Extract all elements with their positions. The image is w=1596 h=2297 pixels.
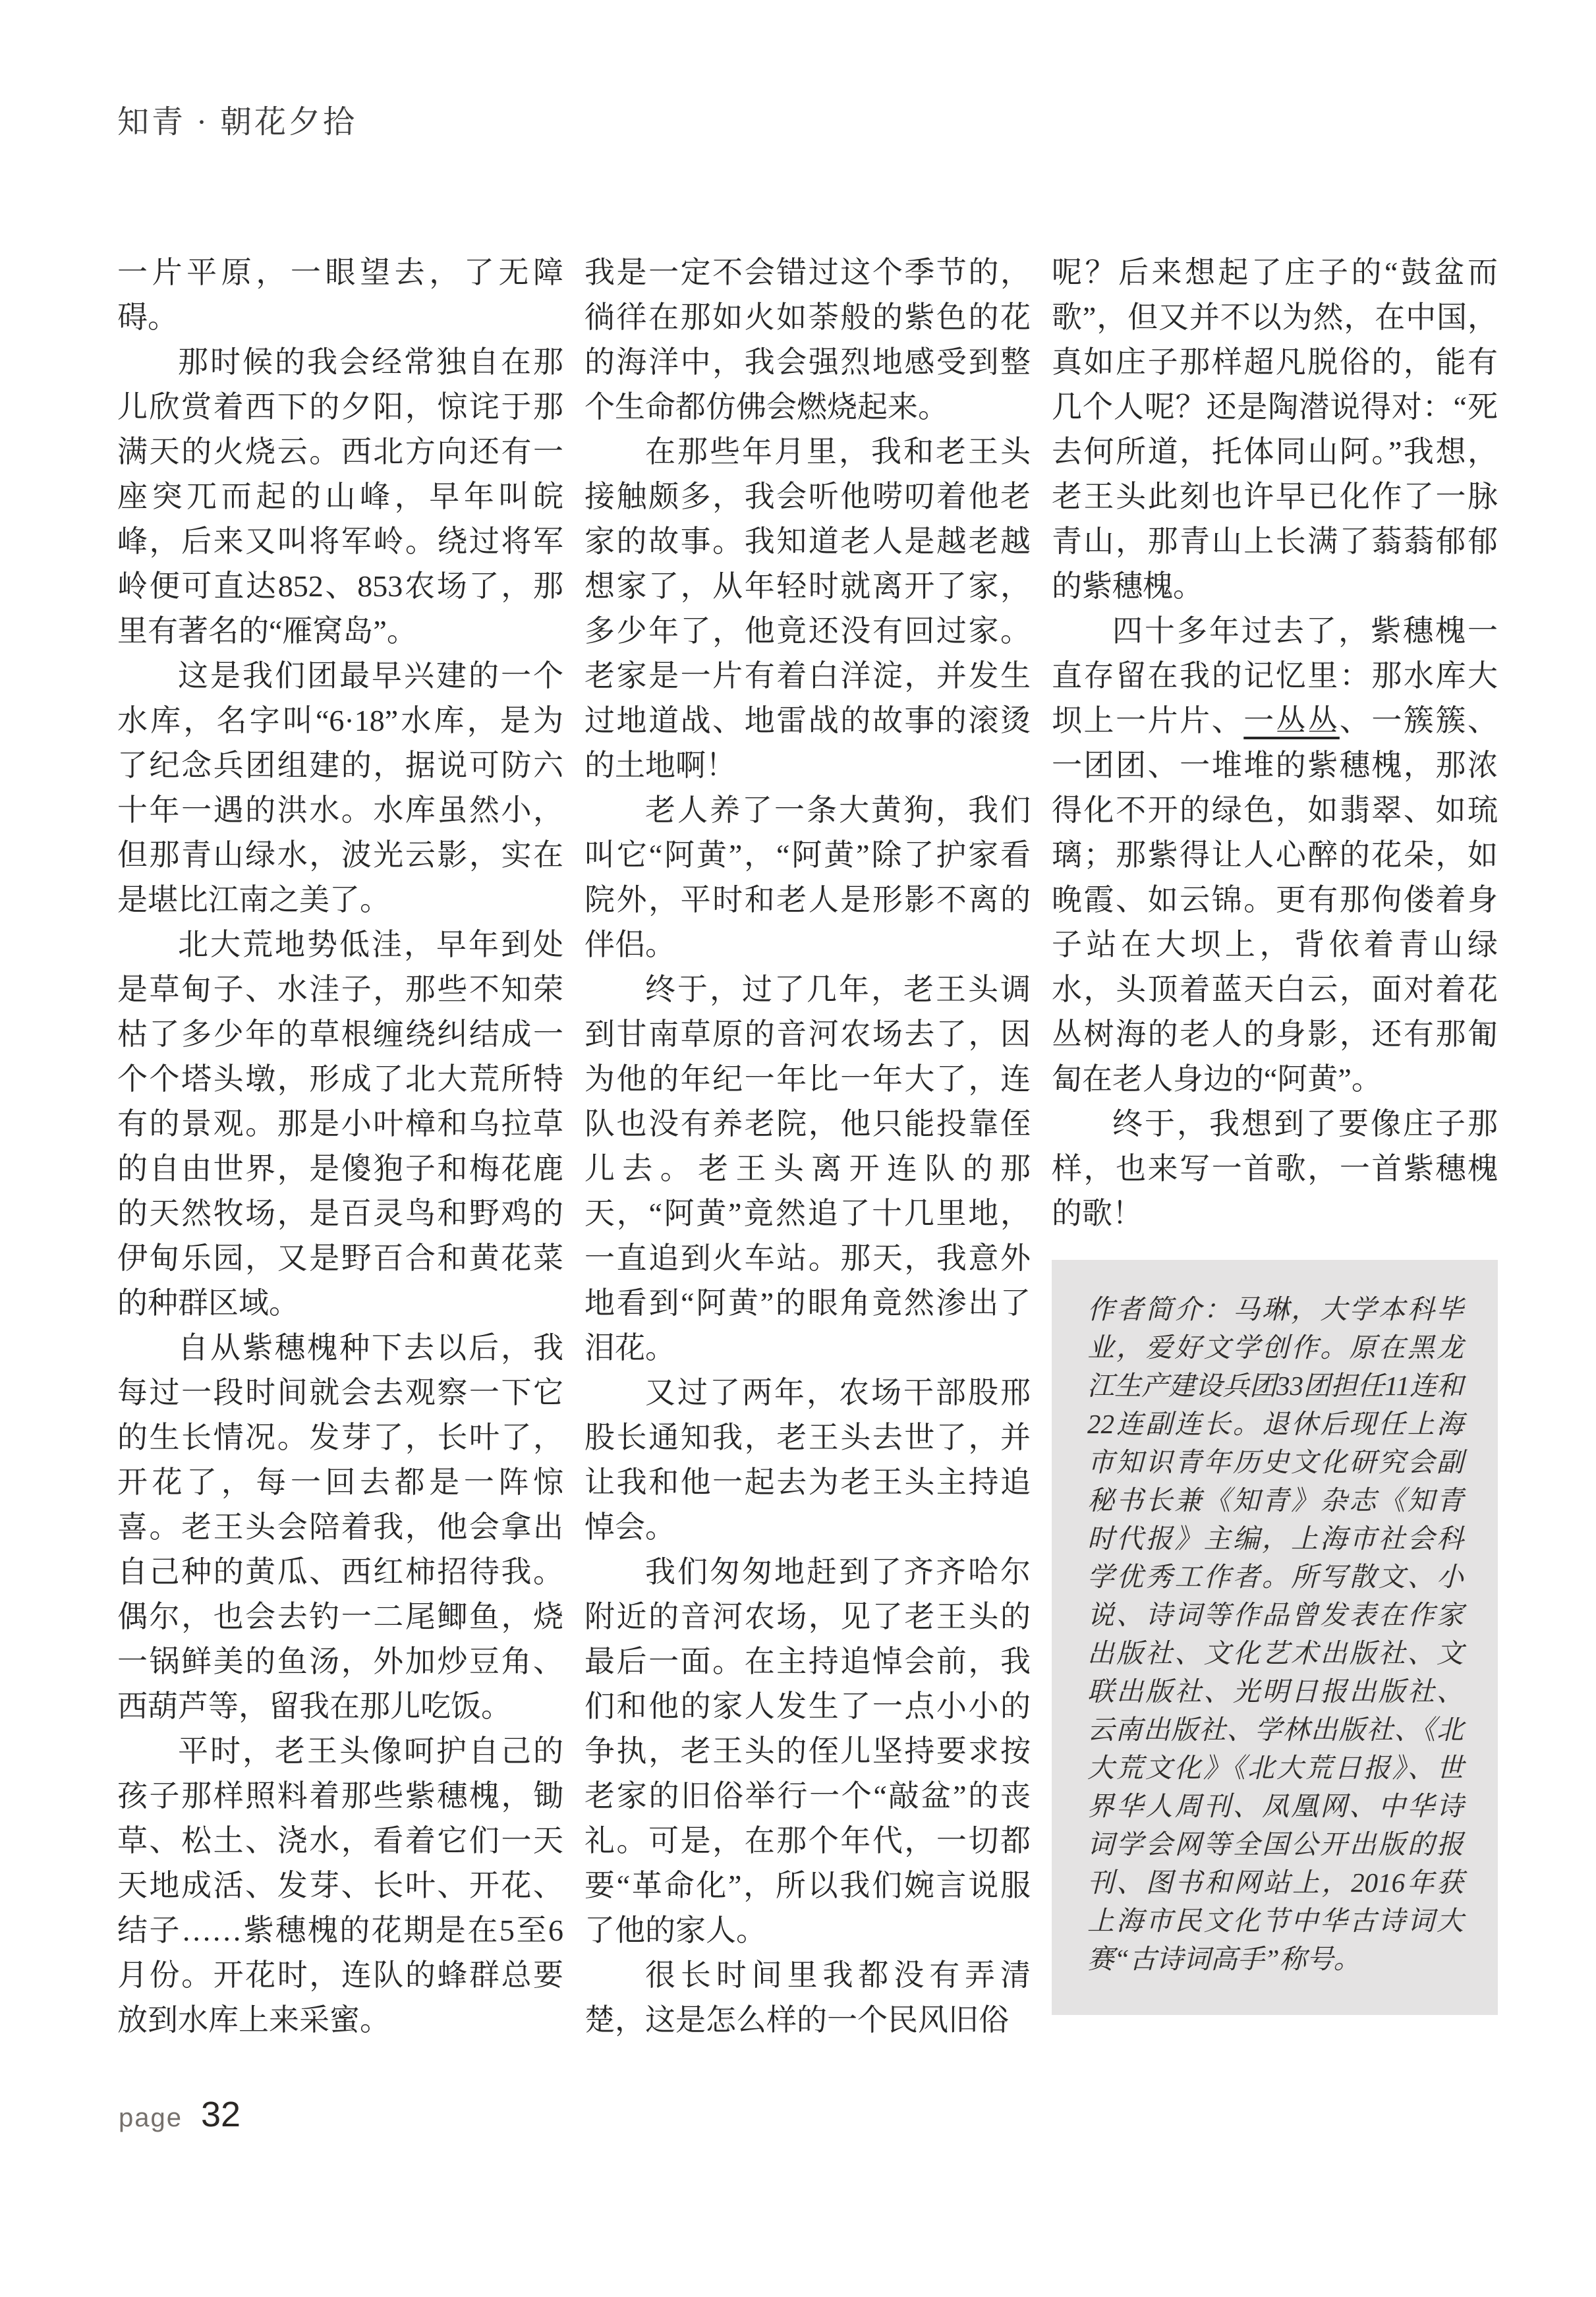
paragraph: 又过了两年，农场干部股邢股长通知我，老王头去世了，并让我和他一起去为老王头主持追悼会。 <box>584 1376 1031 1544</box>
text-column-3-paragraphs <box>1052 250 1498 1236</box>
paragraph: 很长时间里我都没有弄清楚，这是怎么样的一个民风旧俗 <box>584 1958 1031 2037</box>
paragraph: 终于，过了几年，老王头调到甘南草原的音河农场去了，因为他的年纪一年比一年大了，连队也没有养老院，他只能投靠侄儿去。老王头离开连队的那天，“阿黄”竟然追了十几里地，一直追到火车站。那天，我意外地看到“阿黄”的眼角竟然渗出了泪花。 <box>584 973 1031 1365</box>
paragraph: 我们匆匆地赶到了齐齐哈尔附近的音河农场，见了老王头的最后一面。在主持追悼会前，我们和他的家人发生了一点小小的争执，老王头的侄儿坚持要求按老家的旧俗举行一个“敲盆”的丧礼。可是，在那个年代，一切都要“革命化”，所以我们婉言说服了他的家人。 <box>584 1555 1031 1947</box>
underlined-phrase: 一丛丛 <box>1243 704 1340 737</box>
author-bio-box <box>1052 1260 1498 2015</box>
article-body <box>117 250 1498 2043</box>
paragraph: 这是我们团最早兴建的一个水库，名字叫“6·18”水库，是为了纪念兵团组建的，据说可防六十年一遇的洪水。水库虽然小，但那青山绿水，波光云影，实在是堪比江南之美了。 <box>117 659 563 917</box>
paragraph: 老人养了一条大黄狗，我们叫它“阿黄”，“阿黄”除了护家看院外，平时和老人是形影不离的伴侣。 <box>584 793 1031 961</box>
paragraph: 自从紫穗槐种下去以后，我每过一段时间就会去观察一下它的生长情况。发芽了，长叶了，开花了，每一回去都是一阵惊喜。老王头会陪着我，他会拿出自己种的黄瓜、西红柿招待我。偶尔，也会去钓一二尾鲫鱼，烧一锅鲜美的鱼汤，外加炒豆角、西葫芦等，留我在那儿吃饭。 <box>117 1331 563 1723</box>
section-header-title: 知青 · 朝花夕拾 <box>117 105 357 140</box>
paragraph: 北大荒地势低洼，早年到处是草甸子、水洼子，那些不知荣枯了多少年的草根缠绕纠结成一个个塔头墩，形成了北大荒所特有的景观。那是小叶樟和乌拉草的自由世界，是傻狍子和梅花鹿的天然牧场，是百灵鸟和野鸡的伊甸乐园，又是野百合和黄花菜的种群区域。 <box>117 928 563 1320</box>
page-number: 32 <box>200 2095 241 2134</box>
paragraph: 平时，老王头像呵护自己的孩子那样照料着那些紫穗槐，锄草、松土、浇水，看着它们一天天地成活、发芽、长叶、开花、结子……紫穗槐的花期是在5至6月份。开花时，连队的蜂群总要放到水库上来采蜜。 <box>117 1734 563 2037</box>
text-column-1 <box>117 250 563 2043</box>
paragraph: 一片平原，一眼望去，了无障碍。 <box>117 256 563 334</box>
paragraph: 呢？后来想起了庄子的“鼓盆而歌”，但又并不以为然，在中国，真如庄子那样超凡脱俗的，能有几个人呢？还是陶潜说得对：“死去何所道，托体同山阿。”我想，老王头此刻也许早已化作了一脉青山，那青山上长满了蓊蓊郁郁的紫穗槐。 <box>1052 256 1498 603</box>
paragraph: 那时候的我会经常独自在那儿欣赏着西下的夕阳，惊诧于那满天的火烧云。西北方向还有一座突兀而起的山峰，早年叫皖峰，后来又叫将军岭。绕过将军岭便可直达852、853农场了，那里有著名的“雁窝岛”。 <box>117 345 563 648</box>
page-label: page <box>119 2103 183 2132</box>
text-column-3 <box>1052 250 1498 2015</box>
paragraph: 四十多年过去了，紫穗槐一直存留在我的记忆里：那水库大坝上一片片、一丛丛、一簇簇、一团团、一堆堆的紫穗槐，那浓得化不开的绿色，如翡翠、如琉璃；那紫得让人心醉的花朵，如晚霞、如云锦。更有那佝偻着身子站在大坝上，背依着青山绿水，头顶着蓝天白云，面对着花丛树海的老人的身影，还有那匍匐在老人身边的“阿黄”。 <box>1052 614 1498 1096</box>
text-column-2 <box>584 250 1031 2043</box>
paragraph: 终于，我想到了要像庄子那样，也来写一首歌，一首紫穗槐的歌！ <box>1052 1107 1498 1230</box>
page-footer <box>119 2094 241 2135</box>
paragraph: 我是一定不会错过这个季节的，徜徉在那如火如荼般的紫色的花的海洋中，我会强烈地感受到整个生命都仿佛会燃烧起来。 <box>584 256 1031 424</box>
paragraph: 在那些年月里，我和老王头接触颇多，我会听他唠叨着他老家的故事。我知道老人是越老越想家了，从年轻时就离开了家，多少年了，他竟还没有回过家。老家是一片有着白洋淀，并发生过地道战、地雷战的故事的滚烫的土地啊！ <box>584 435 1031 782</box>
author-bio-text: 作者简介：马琳，大学本科毕业，爱好文学创作。原在黑龙江生产建设兵团33团担任11连和22连副连长。退休后现任上海市知识青年历史文化研究会副秘书长兼《知青》杂志《知青时代报》主编，上海市社会科学优秀工作者。所写散文、小说、诗词等作品曾发表在作家出版社、文化艺术出版社、文联出版社、光明日报出版社、云南出版社、学林出版社、《北大荒文化》《北大荒日报》、世界华人周刊、凤凰网、中华诗词学会网等全国公开出版的报刊、图书和网站上，2016年获上海市民文化节中华古诗词大赛“古诗词高手”称号。 <box>1087 1294 1464 1974</box>
